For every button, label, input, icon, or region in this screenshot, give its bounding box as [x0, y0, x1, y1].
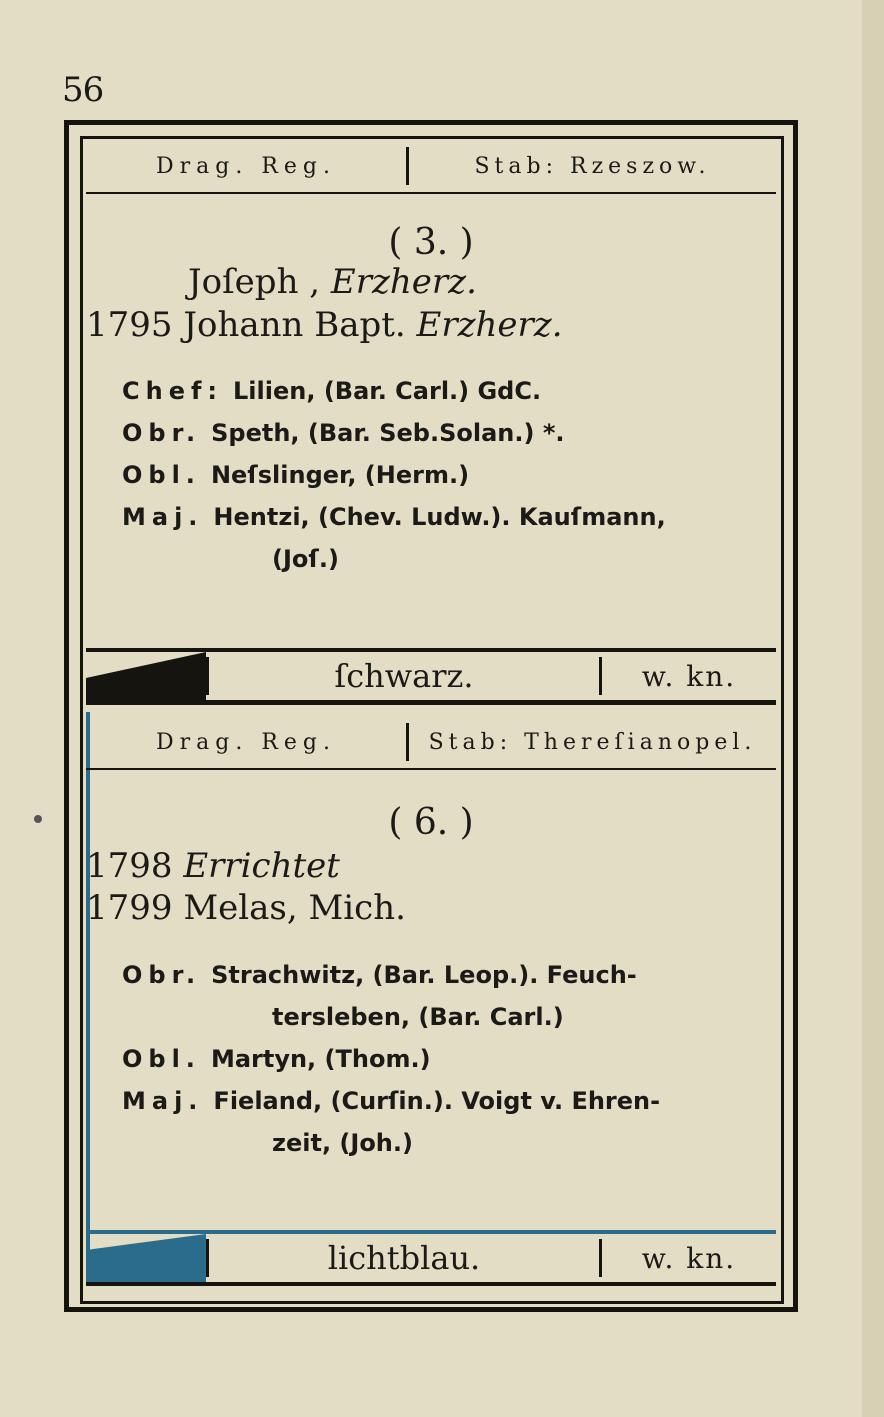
regiment-type: Drag. Reg.: [155, 153, 336, 179]
history-line: [86, 888, 406, 928]
officer-rank: Obr.: [122, 961, 202, 989]
officer-rank: Maj.: [122, 1087, 204, 1115]
officer-name: Martyn, (Thom.): [210, 1045, 431, 1073]
color-swatch: [86, 652, 206, 700]
officer-name: Lilien, (Bar. Carl.) GdC.: [233, 377, 542, 405]
station: Stab: Rzeszow.: [474, 153, 711, 179]
regiment-card-3: [86, 140, 776, 705]
officer-row-continued: [122, 1122, 768, 1164]
officer-row: [122, 496, 768, 538]
paper-edge: [862, 0, 884, 1417]
officer-row: [122, 412, 768, 454]
station: Stab: Thereſianopel.: [428, 729, 757, 755]
page-number: 56: [62, 70, 104, 110]
history-year: 1795: [86, 305, 173, 345]
button-color: w. kn.: [641, 659, 737, 693]
officer-rank: Obr.: [122, 419, 202, 447]
color-swatch: [86, 1234, 206, 1282]
officer-name: Strachwitz, (Bar. Leop.). Feuch-: [211, 961, 637, 989]
history-title: Erzherz.: [416, 305, 563, 345]
officer-row: [122, 1080, 768, 1122]
officer-name: Hentzi, (Chev. Ludw.). Kauſmann,: [213, 503, 666, 531]
history-year: 1799: [86, 888, 173, 928]
card-header: [86, 716, 776, 770]
card-footer: [86, 648, 776, 705]
officer-name: Fieland, (Curſin.). Voigt v. Ehren-: [213, 1087, 661, 1115]
history-line: [86, 305, 563, 345]
officer-row: [122, 954, 768, 996]
button-color: w. kn.: [641, 1241, 737, 1275]
ink-dot: [34, 815, 42, 823]
officer-rank: Chef:: [122, 377, 224, 405]
facing-color: ſchwarz.: [334, 657, 474, 695]
officer-row-continued: [122, 538, 768, 580]
regiment-number: ( 6. ): [388, 802, 474, 843]
history-name: Melas, Mich.: [183, 888, 406, 928]
officer-rank: Obl.: [122, 1045, 201, 1073]
facing-color: lichtblau.: [327, 1239, 481, 1277]
card-header: [86, 140, 776, 194]
history-title: Erzherz.: [330, 262, 477, 302]
history-name: Joſeph ,: [188, 262, 321, 302]
regiment-type: Drag. Reg.: [155, 729, 336, 755]
officer-row: [122, 454, 768, 496]
history-name: Johann Bapt.: [183, 305, 406, 345]
officer-row-continued: [122, 996, 768, 1038]
card-footer: [86, 1230, 776, 1286]
officer-row: [122, 1038, 768, 1080]
history-year: 1798: [86, 846, 173, 886]
history-line: [86, 846, 340, 886]
regiment-number: ( 3. ): [388, 222, 474, 263]
officer-name: Speth, (Bar. Seb.Solan.) *.: [211, 419, 565, 447]
officer-roster: [122, 370, 768, 580]
officer-name: tersleben, (Bar. Carl.): [272, 1003, 564, 1031]
officer-roster: [122, 954, 768, 1164]
officer-rank: Obl.: [122, 461, 201, 489]
officer-name: (Joſ.): [272, 545, 339, 573]
officer-name: Neſslinger, (Herm.): [210, 461, 470, 489]
officer-rank: Maj.: [122, 503, 204, 531]
officer-row: [122, 370, 768, 412]
regiment-card-6: [86, 712, 776, 1290]
officer-name: zeit, (Joh.): [272, 1129, 413, 1157]
history-title: Errichtet: [183, 846, 340, 886]
history-line: [188, 262, 477, 302]
